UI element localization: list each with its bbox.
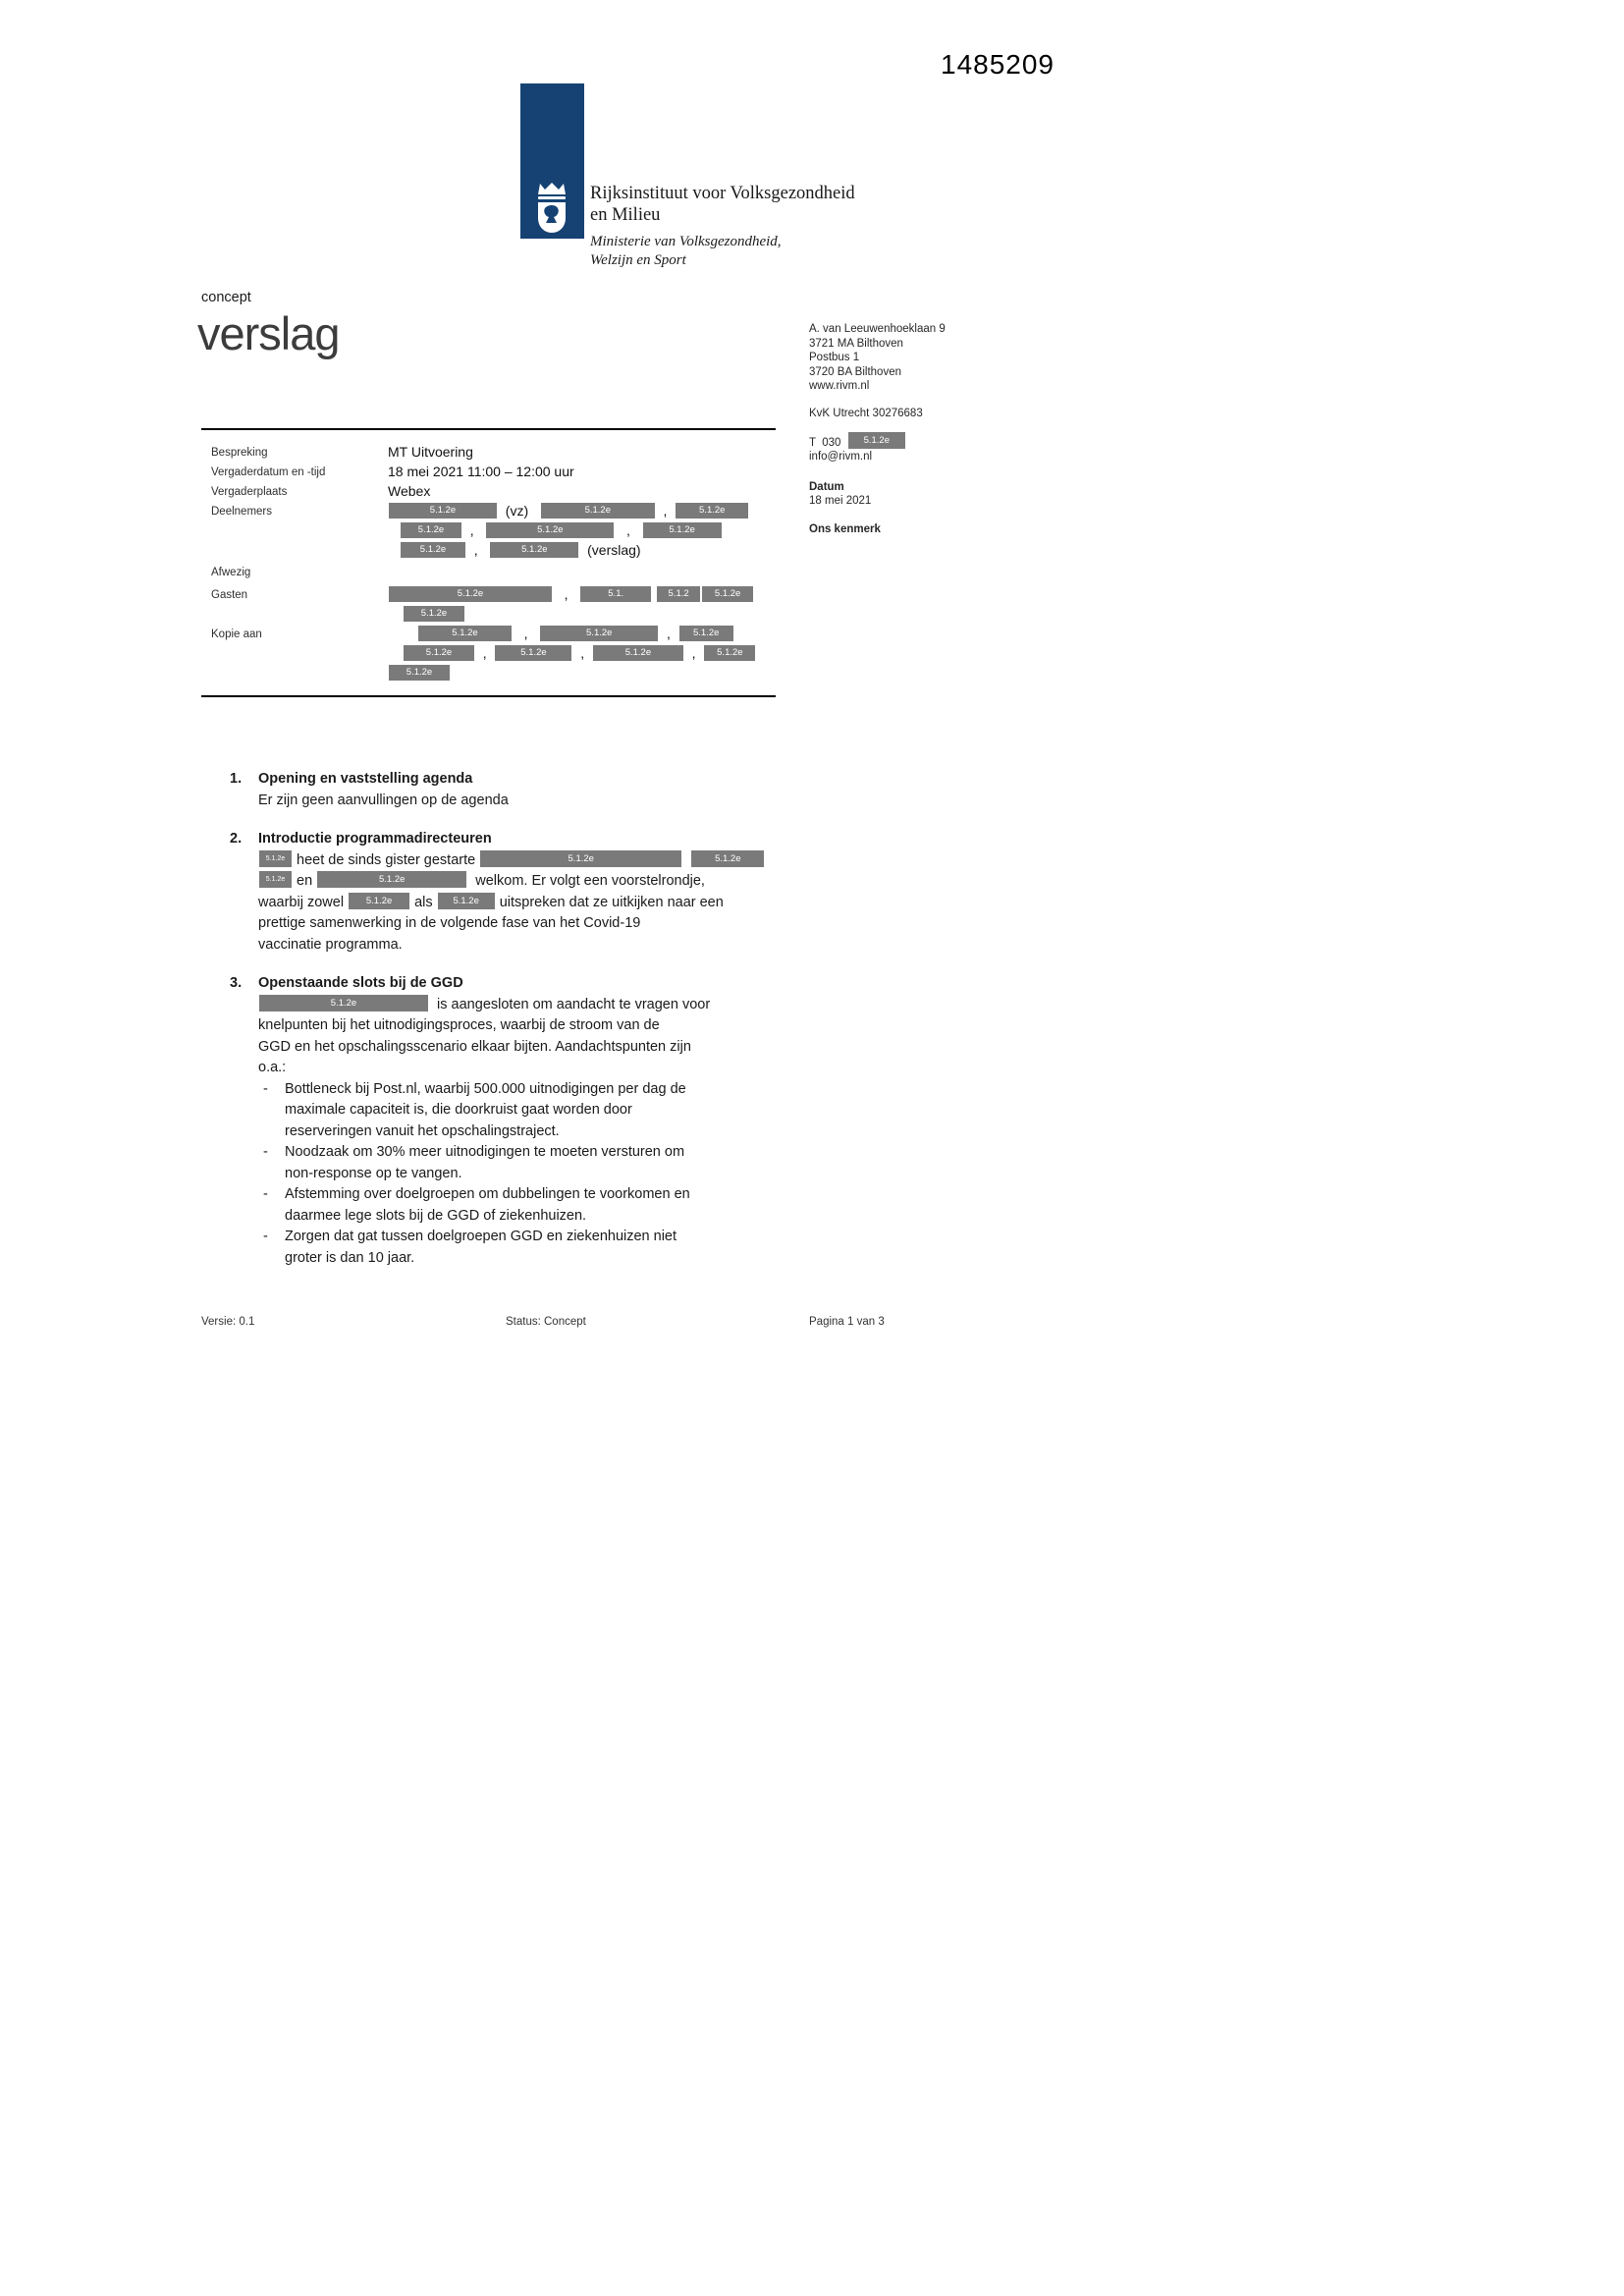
kopie-aan-value xyxy=(388,626,756,684)
text-run: non-response op te vangen. xyxy=(285,1165,462,1181)
redacted-line xyxy=(388,503,749,522)
ministry-line-1: Ministerie van Volksgezondheid, xyxy=(590,234,782,249)
item-body xyxy=(258,973,819,1269)
text-run: , xyxy=(659,626,678,641)
divider-line-top xyxy=(201,428,776,430)
org-name-line-1: Rijksinstituut voor Volksgezondheid xyxy=(590,184,855,203)
item-body xyxy=(258,769,819,811)
bullet-item-4 xyxy=(258,1227,819,1269)
agenda-item-3 xyxy=(230,973,819,1269)
gasten-value xyxy=(388,586,754,626)
text-run: uitspreken dat ze uitkijken naar een xyxy=(495,894,724,910)
bullet-text xyxy=(285,1227,677,1269)
redaction-box: 5.1.2e xyxy=(702,586,753,602)
bullet-dash: - xyxy=(263,1186,268,1202)
redaction-box: 5.1.2e xyxy=(704,645,755,661)
redacted-line xyxy=(388,542,749,562)
organization-name-block xyxy=(590,183,855,269)
phone-line xyxy=(809,432,1035,450)
text-run: knelpunten bij het uitnodigingsproces, waarbij de stroom van de xyxy=(258,1017,660,1033)
page-title: verslag xyxy=(197,307,340,359)
rijksoverheid-logo-bar xyxy=(520,83,584,239)
item-body xyxy=(258,829,819,956)
redaction-box: 5.1.2e xyxy=(643,522,722,538)
text-run: en xyxy=(293,873,317,889)
redaction-box: 5.1.2e xyxy=(541,503,655,519)
redaction-box: 5.1.2e xyxy=(389,503,497,519)
text-run: T 030 xyxy=(809,437,847,449)
gasten-label: Gasten xyxy=(211,589,248,601)
redacted-line xyxy=(388,645,756,665)
redaction-box: 5.1.2e xyxy=(401,542,465,558)
row-vergaderplaats xyxy=(211,483,830,503)
vergaderdatum-value: 18 mei 2021 11:00 – 12:00 uur xyxy=(388,464,574,479)
footer-pagina: Pagina 1 van 3 xyxy=(809,1316,885,1328)
text-run: welkom. Er volgt een voorstelrondje, xyxy=(467,873,705,889)
redaction-box: 5.1.2e xyxy=(389,665,450,681)
text-run: Afstemming over doelgroepen om dubbelingen te voorkomen en xyxy=(285,1186,690,1202)
item-title: Openstaande slots bij de GGD xyxy=(258,975,463,991)
item-paragraph xyxy=(258,995,819,1079)
text-run: (verslag) xyxy=(579,542,641,558)
redaction-box: 5.1.2e xyxy=(389,586,552,602)
kenmerk-label: Ons kenmerk xyxy=(809,522,881,535)
bullet-dash: - xyxy=(263,1144,268,1160)
text-run: prettige samenwerking in de volgende fase van het Covid-19 xyxy=(258,915,641,931)
footer-status: Status: Concept xyxy=(506,1316,586,1328)
text-run: Zorgen dat gat tussen doelgroepen GGD en ziekenhuizen niet xyxy=(285,1229,677,1244)
bullet-item-1 xyxy=(258,1079,819,1143)
deelnemers-label: Deelnemers xyxy=(211,506,272,518)
row-kopie-aan xyxy=(211,626,830,684)
row-afwezig xyxy=(211,564,830,586)
redaction-box: 5.1.2e xyxy=(480,850,681,867)
row-deelnemers xyxy=(211,503,830,562)
row-vergaderdatum xyxy=(211,464,830,483)
redaction-box: 5.1.2e xyxy=(259,871,292,888)
kvk-line: KvK Utrecht 30276683 xyxy=(809,407,923,419)
text-run: , xyxy=(475,645,495,661)
redacted-line xyxy=(388,606,754,626)
redaction-box: 5.1.2e xyxy=(691,850,764,867)
text-run: vaccinatie programma. xyxy=(258,936,403,953)
text-run: (vz) xyxy=(498,503,540,519)
kopie-aan-label: Kopie aan xyxy=(211,629,262,640)
address-line-3: Postbus 1 xyxy=(809,352,860,363)
meeting-details-table xyxy=(211,444,830,684)
document-number-stamp: 1485209 xyxy=(941,49,1056,80)
footer-versie: Versie: 0.1 xyxy=(201,1316,255,1328)
redaction-box: 5.1.2e xyxy=(404,645,474,661)
agenda-content xyxy=(230,769,819,1286)
vergaderplaats-value: Webex xyxy=(388,483,431,499)
item-paragraph xyxy=(258,791,819,812)
bullet-text xyxy=(285,1079,686,1143)
text-run: waarbij zowel xyxy=(258,894,349,910)
address-line-4: 3720 BA Bilthoven xyxy=(809,365,901,378)
item-number: 1. xyxy=(230,771,243,787)
text-run: heet de sinds gister gestarte xyxy=(293,851,480,868)
item-title: Introductie programmadirecteuren xyxy=(258,831,492,847)
text-run: maximale capaciteit is, die doorkruist gaat worden door xyxy=(285,1102,632,1118)
redaction-box: 5.1.2e xyxy=(495,645,571,661)
redaction-box: 5.1.2e xyxy=(404,606,464,622)
bespreking-value: MT Uitvoering xyxy=(388,444,473,460)
text-run: reserveringen vanuit het opschalingstraject. xyxy=(285,1122,560,1139)
bullet-text xyxy=(285,1184,690,1227)
text-run: daarmee lege slots bij de GGD of ziekenhuizen. xyxy=(285,1207,587,1224)
bullet-dash: - xyxy=(263,1229,268,1244)
redaction-box: 5.1. xyxy=(580,586,651,602)
bullet-item-3 xyxy=(258,1184,819,1227)
text-run: Noodzaak om 30% meer uitnodigingen te moeten versturen om xyxy=(285,1144,685,1160)
concept-label: concept xyxy=(201,290,251,305)
text-run: , xyxy=(513,626,540,641)
email-line: info@rivm.nl xyxy=(809,451,873,463)
item-number: 2. xyxy=(230,831,243,847)
redacted-line xyxy=(388,522,749,542)
datum-value: 18 mei 2021 xyxy=(809,495,872,507)
divider-line-bottom xyxy=(201,695,776,697)
row-gasten xyxy=(211,586,830,626)
text-run: , xyxy=(615,522,642,538)
redaction-box: 5.1.2e xyxy=(486,522,614,538)
address-line-1: A. van Leeuwenhoeklaan 9 xyxy=(809,323,946,335)
redaction-box: 5.1.2e xyxy=(418,626,512,641)
vergaderdatum-label: Vergaderdatum en -tijd xyxy=(211,466,326,478)
text-run: groter is dan 10 jaar. xyxy=(285,1249,415,1266)
rijksoverheid-crest-icon xyxy=(530,181,573,236)
redaction-box: 5.1.2e xyxy=(848,432,905,449)
bullet-dash: - xyxy=(263,1080,268,1097)
vergaderplaats-label: Vergaderplaats xyxy=(211,486,288,498)
redaction-box: 5.1.2e xyxy=(540,626,658,641)
item-title: Opening en vaststelling agenda xyxy=(258,771,473,787)
address-line-2: 3721 MA Bilthoven xyxy=(809,337,903,350)
text-run: , xyxy=(553,586,580,602)
redaction-box: 5.1.2e xyxy=(317,871,466,888)
redaction-box: 5.1.2 xyxy=(657,586,700,602)
text-run: , xyxy=(462,522,486,538)
redacted-line xyxy=(388,665,756,684)
redaction-box: 5.1.2e xyxy=(259,850,292,867)
contact-block xyxy=(809,322,1035,536)
row-bespreking xyxy=(211,444,830,464)
text-run: is aangesloten om aandacht te vragen voor xyxy=(429,996,711,1012)
redaction-box: 5.1.2e xyxy=(490,542,578,558)
afwezig-label: Afwezig xyxy=(211,567,251,578)
redaction-box: 5.1.2e xyxy=(593,645,683,661)
redaction-box: 5.1.2e xyxy=(401,522,461,538)
text-run: als xyxy=(410,894,437,910)
bullet-text xyxy=(285,1142,684,1184)
bullet-item-2 xyxy=(258,1142,819,1184)
text-run: Bottleneck bij Post.nl, waarbij 500.000 uitnodigingen per dag de xyxy=(285,1080,686,1097)
text-run xyxy=(652,586,656,602)
text-run: GGD en het opschalingsscenario elkaar bijten. Aandachtspunten zijn xyxy=(258,1038,691,1055)
website-line: www.rivm.nl xyxy=(809,380,870,392)
redaction-box: 5.1.2e xyxy=(259,995,428,1011)
deelnemers-value xyxy=(388,503,749,562)
redaction-box: 5.1.2e xyxy=(349,893,409,909)
agenda-item-2 xyxy=(230,829,819,956)
bespreking-label: Bespreking xyxy=(211,447,268,459)
redaction-box: 5.1.2e xyxy=(676,503,748,519)
ministry-line-2: Welzijn en Sport xyxy=(590,251,686,268)
text-run: o.a.: xyxy=(258,1060,287,1075)
text-run: , xyxy=(466,542,490,558)
redaction-box: 5.1.2e xyxy=(679,626,733,641)
text-run: , xyxy=(655,503,676,519)
agenda-item-1 xyxy=(230,769,819,811)
datum-label: Datum xyxy=(809,480,844,493)
item-paragraph xyxy=(258,850,819,957)
redacted-line xyxy=(388,626,756,645)
text-run: , xyxy=(572,645,592,661)
text-run xyxy=(682,852,690,868)
org-name-line-2: en Milieu xyxy=(590,205,661,225)
text-run: Er zijn geen aanvullingen op de agenda xyxy=(258,792,509,808)
redacted-line xyxy=(388,586,754,606)
redaction-box: 5.1.2e xyxy=(438,893,495,909)
text-run: , xyxy=(683,645,704,661)
item-number: 3. xyxy=(230,975,243,991)
